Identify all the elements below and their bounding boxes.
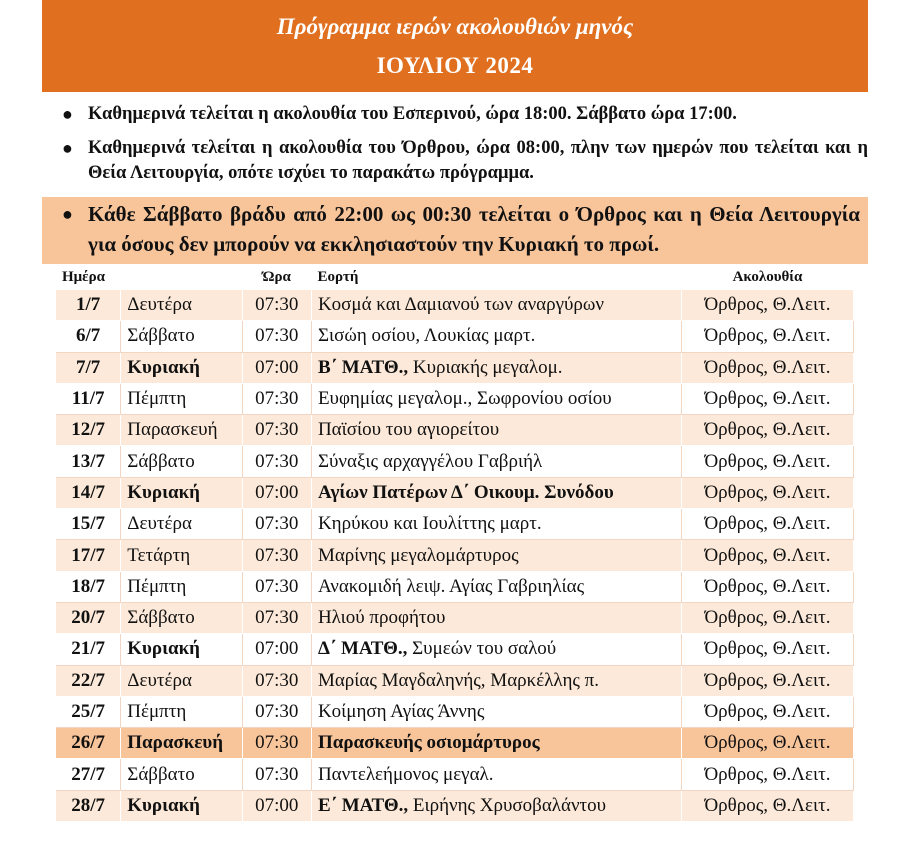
feast-bold-text: Β΄ ΜΑΤΘ.,	[317, 356, 409, 378]
table-row	[56, 477, 854, 508]
feast-text: Παντελεήμονος μεγαλ.	[317, 763, 494, 785]
feast-bold-text: Παρασκευής οσιομάρτυρος	[317, 732, 540, 754]
cell-time: 07:30	[242, 509, 311, 540]
feast-text: Ηλιού προφήτου	[317, 607, 446, 629]
cell-service: Όρθρος, Θ.Λειτ.	[681, 759, 853, 790]
feast-bold-text: Αγίων Πατέρων Δ΄ Οικουμ. Συνόδου	[317, 481, 614, 503]
table-row	[56, 602, 854, 633]
cell-feast	[311, 383, 681, 414]
month-title: ΙΟΥΛΙΟΥ 2024	[376, 53, 534, 78]
cell-service: Όρθρος, Θ.Λειτ.	[681, 290, 853, 321]
cell-date: 18/7	[56, 571, 121, 602]
cell-day: Τετάρτη	[121, 540, 242, 571]
note-text: Καθημερινά τελείται η ακολουθία του Εσπερινού, ώρα 18:00. Σάββατο ώρα 17:00.	[88, 104, 737, 124]
header-feast: Εορτή	[317, 268, 359, 285]
cell-date: 7/7	[56, 352, 121, 383]
table-row	[56, 415, 854, 446]
cell-service: Όρθρος, Θ.Λειτ.	[681, 665, 853, 696]
cell-time: 07:00	[242, 634, 311, 665]
cell-feast	[311, 540, 681, 571]
table-row	[56, 665, 854, 696]
cell-day: Σάββατο	[121, 759, 242, 790]
cell-day: Σάββατο	[121, 321, 242, 352]
feast-text: Παϊσίου του αγιορείτου	[317, 419, 500, 441]
feast-text: Κοσμά και Δαμιανού των αναργύρων	[317, 294, 605, 316]
cell-day: Κυριακή	[121, 477, 242, 508]
cell-feast	[311, 415, 681, 446]
cell-service: Όρθρος, Θ.Λειτ.	[681, 477, 853, 508]
feast-text: Σισώη οσίου, Λουκίας μαρτ.	[317, 325, 536, 347]
feast-text: Ειρήνης Χρυσοβαλάντου	[408, 794, 607, 816]
feast-text: Ανακομιδή λειψ. Αγίας Γαβριηλίας	[317, 575, 585, 597]
cell-time: 07:30	[242, 665, 311, 696]
feast-text: Συμεών του σαλού	[407, 638, 557, 660]
header-date: Ημέρα	[62, 268, 105, 285]
table-row	[56, 790, 854, 821]
table-row	[56, 290, 854, 321]
feast-text: Μαρίνης μεγαλομάρτυρος	[317, 544, 519, 566]
table-row	[56, 634, 854, 665]
table-row	[56, 509, 854, 540]
feast-text: Κηρύκου και Ιουλίττης μαρτ.	[317, 513, 542, 535]
note-vespers	[42, 102, 868, 127]
cell-time: 07:00	[242, 477, 311, 508]
cell-date: 13/7	[56, 446, 121, 477]
cell-service: Όρθρος, Θ.Λειτ.	[681, 634, 853, 665]
cell-feast	[311, 446, 681, 477]
cell-time: 07:30	[242, 602, 311, 633]
cell-time: 07:30	[242, 759, 311, 790]
notes-list	[42, 96, 868, 264]
cell-feast	[311, 665, 681, 696]
bullet-icon: ●	[62, 204, 73, 224]
cell-feast	[311, 790, 681, 821]
cell-day: Πέμπτη	[121, 696, 242, 727]
bullet-icon: ●	[62, 104, 73, 124]
feast-text: Σύναξις αρχαγγέλου Γαβριήλ	[317, 450, 543, 472]
cell-date: 26/7	[56, 728, 121, 759]
cell-feast	[311, 634, 681, 665]
note-text: Καθημερινά τελείται η ακολουθία του Όρθρου, ώρα 08:00, πλην των ημερών που τελείται και η Θεία Λειτουργία, οπότε ισχύει το παρακάτω πρόγραμμα.	[88, 138, 868, 183]
cell-day: Πέμπτη	[121, 571, 242, 602]
cell-feast	[311, 728, 681, 759]
cell-service: Όρθρος, Θ.Λειτ.	[681, 509, 853, 540]
cell-date: 27/7	[56, 759, 121, 790]
cell-feast	[311, 571, 681, 602]
cell-service: Όρθρος, Θ.Λειτ.	[681, 728, 853, 759]
cell-date: 11/7	[56, 383, 121, 414]
cell-date: 6/7	[56, 321, 121, 352]
cell-time: 07:30	[242, 290, 311, 321]
cell-service: Όρθρος, Θ.Λειτ.	[681, 415, 853, 446]
cell-service: Όρθρος, Θ.Λειτ.	[681, 383, 853, 414]
cell-feast	[311, 477, 681, 508]
cell-service: Όρθρος, Θ.Λειτ.	[681, 446, 853, 477]
table-row	[56, 540, 854, 571]
feast-bold-text: Δ΄ ΜΑΤΘ.,	[317, 638, 408, 660]
cell-day: Σάββατο	[121, 602, 242, 633]
cell-feast	[311, 321, 681, 352]
header-time: Ώρα	[262, 268, 291, 285]
cell-day: Σάββατο	[121, 446, 242, 477]
cell-feast	[311, 696, 681, 727]
feast-bold-text: Ε΄ ΜΑΤΘ.,	[317, 794, 409, 816]
table-row	[56, 571, 854, 602]
note-orthros	[42, 136, 868, 186]
cell-day: Δευτέρα	[121, 509, 242, 540]
cell-service: Όρθρος, Θ.Λειτ.	[681, 602, 853, 633]
header-service: Ακολουθία	[732, 268, 803, 285]
feast-text: Μαρίας Μαγδαληνής, Μαρκέλλης π.	[317, 669, 600, 691]
table-row	[56, 352, 854, 383]
feast-text: Κυριακής μεγαλομ.	[408, 356, 563, 378]
cell-time: 07:00	[242, 352, 311, 383]
feast-text: Ευφημίας μεγαλομ., Σωφρονίου οσίου	[317, 388, 612, 410]
cell-day: Κυριακή	[121, 352, 242, 383]
feast-text: Κοίμηση Αγίας Άννης	[317, 701, 485, 722]
table-row	[56, 728, 854, 759]
cell-day: Κυριακή	[121, 634, 242, 665]
cell-feast	[311, 759, 681, 790]
cell-day: Πέμπτη	[121, 383, 242, 414]
cell-date: 21/7	[56, 634, 121, 665]
cell-service: Όρθρος, Θ.Λειτ.	[681, 571, 853, 602]
cell-date: 22/7	[56, 665, 121, 696]
cell-day: Παρασκευή	[121, 415, 242, 446]
table-row	[56, 446, 854, 477]
cell-time: 07:30	[242, 383, 311, 414]
table-row	[56, 383, 854, 414]
cell-time: 07:30	[242, 540, 311, 571]
schedule-table	[56, 266, 854, 822]
cell-day: Κυριακή	[121, 790, 242, 821]
cell-service: Όρθρος, Θ.Λειτ.	[681, 352, 853, 383]
cell-date: 20/7	[56, 602, 121, 633]
table-row	[56, 321, 854, 352]
cell-date: 14/7	[56, 477, 121, 508]
cell-time: 07:30	[242, 571, 311, 602]
cell-time: 07:30	[242, 696, 311, 727]
cell-date: 1/7	[56, 290, 121, 321]
note-saturday-vigil	[42, 197, 868, 264]
table-row	[56, 759, 854, 790]
cell-feast	[311, 290, 681, 321]
table-row	[56, 696, 854, 727]
cell-service: Όρθρος, Θ.Λειτ.	[681, 321, 853, 352]
cell-feast	[311, 352, 681, 383]
note-text: Κάθε Σάββατο βράδυ από 22:00 ως 00:30 τελείται ο Όρθρος και η Θεία Λειτουργία για όσους δεν μπορούν να εκκλησιαστούν την Κυριακή το πρωί.	[88, 202, 860, 256]
page-header	[42, 0, 868, 92]
cell-service: Όρθρος, Θ.Λειτ.	[681, 540, 853, 571]
cell-date: 25/7	[56, 696, 121, 727]
cell-date: 12/7	[56, 415, 121, 446]
table-header-row	[56, 266, 854, 290]
cell-time: 07:30	[242, 415, 311, 446]
cell-feast	[311, 509, 681, 540]
cell-time: 07:30	[242, 446, 311, 477]
cell-feast	[311, 602, 681, 633]
cell-time: 07:30	[242, 728, 311, 759]
bullet-icon: ●	[62, 138, 73, 158]
page-title: Πρόγραμμα ιερών ακολουθιών μηνός	[276, 14, 634, 39]
cell-service: Όρθρος, Θ.Λειτ.	[681, 696, 853, 727]
cell-time: 07:00	[242, 790, 311, 821]
cell-day: Δευτέρα	[121, 290, 242, 321]
cell-date: 15/7	[56, 509, 121, 540]
cell-day: Δευτέρα	[121, 665, 242, 696]
cell-service: Όρθρος, Θ.Λειτ.	[681, 790, 853, 821]
cell-date: 17/7	[56, 540, 121, 571]
cell-day: Παρασκευή	[121, 728, 242, 759]
cell-time: 07:30	[242, 321, 311, 352]
cell-date: 28/7	[56, 790, 121, 821]
